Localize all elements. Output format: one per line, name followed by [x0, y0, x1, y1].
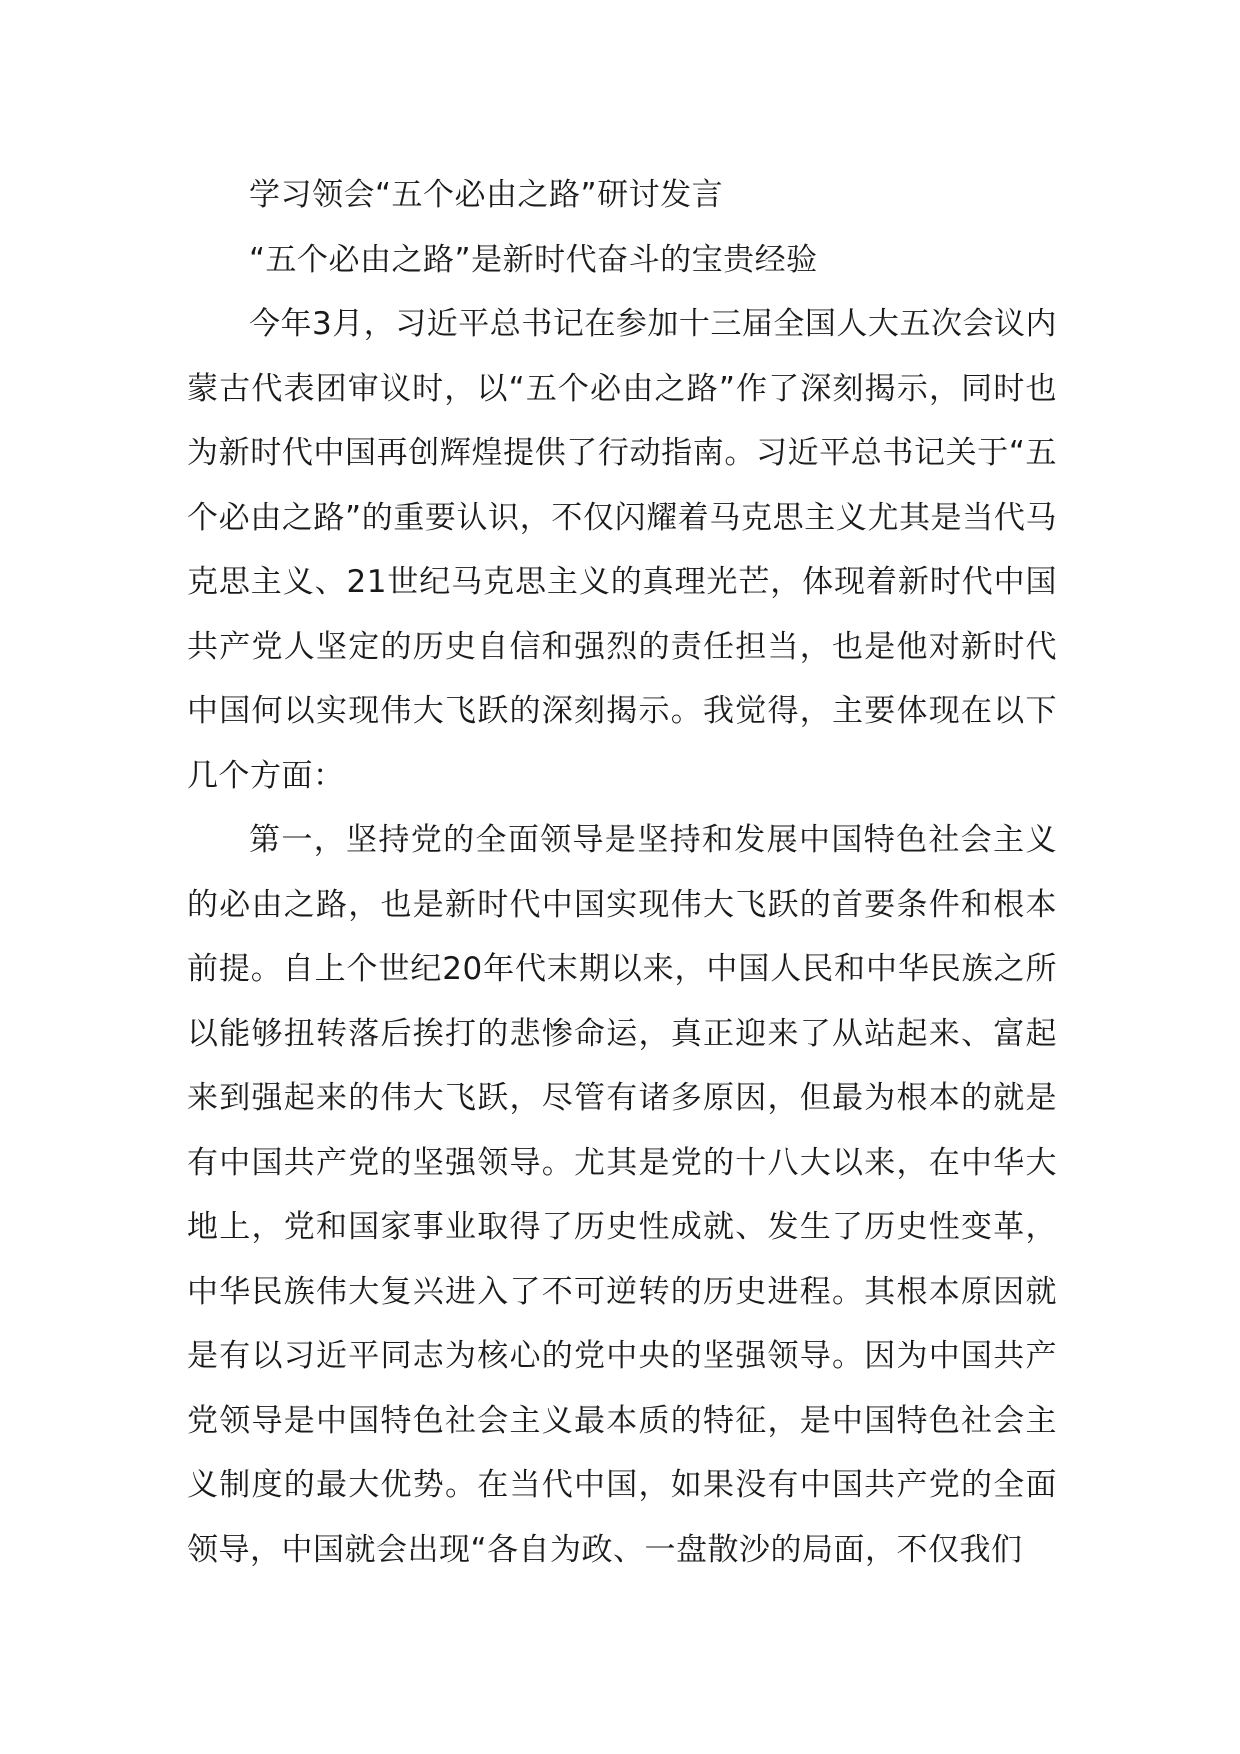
document-title: 学习领会“五个必由之路”研讨发言 — [249, 177, 724, 213]
paragraph-intro: 今年3月，习近平总书记在参加十三届全国人大五次会议内蒙古代表团审议时，以“五个必由之路”作了深刻揭示，同时也为新时代中国再创辉煌提供了行动指南。习近平总书记关于“五个必由之路”的重要认识，不仅闪耀着马克思主义尤其是当代马克思主义、21世纪马克思主义的真理光芒，体现着新时代中国共产党人坚定的历史自信和强烈的责任担当，也是他对新时代中国何以实现伟大飞跃的深刻揭示。我觉得，主要体现在以下几个方面： — [187, 306, 1057, 794]
document-body — [187, 163, 1057, 1582]
paragraph-first-point: 第一，坚持党的全面领导是坚持和发展中国特色社会主义的必由之路，也是新时代中国实现伟大飞跃的首要条件和根本前提。自上个世纪20年代末期以来，中国人民和中华民族之所以能够扭转落后挨打的悲惨命运，真正迎来了从站起来、富起来到强起来的伟大飞跃，尽管有诸多原因，但最为根本的就是有中国共产党的坚强领导。尤其是党的十八大以来，在中华大地上，党和国家事业取得了历史性成就、发生了历史性变革，中华民族伟大复兴进入了不可逆转的历史进程。其根本原因就是有以习近平同志为核心的党中央的坚强领导。因为中国共产党领导是中国特色社会主义最本质的特征，是中国特色社会主义制度的最大优势。在当代中国，如果没有中国共产党的全面领导，中国就会出现“各自为政、一盘散沙的局面，不仅我们 — [187, 822, 1057, 1568]
document-subtitle: “五个必由之路”是新时代奋斗的宝贵经验 — [249, 241, 818, 278]
